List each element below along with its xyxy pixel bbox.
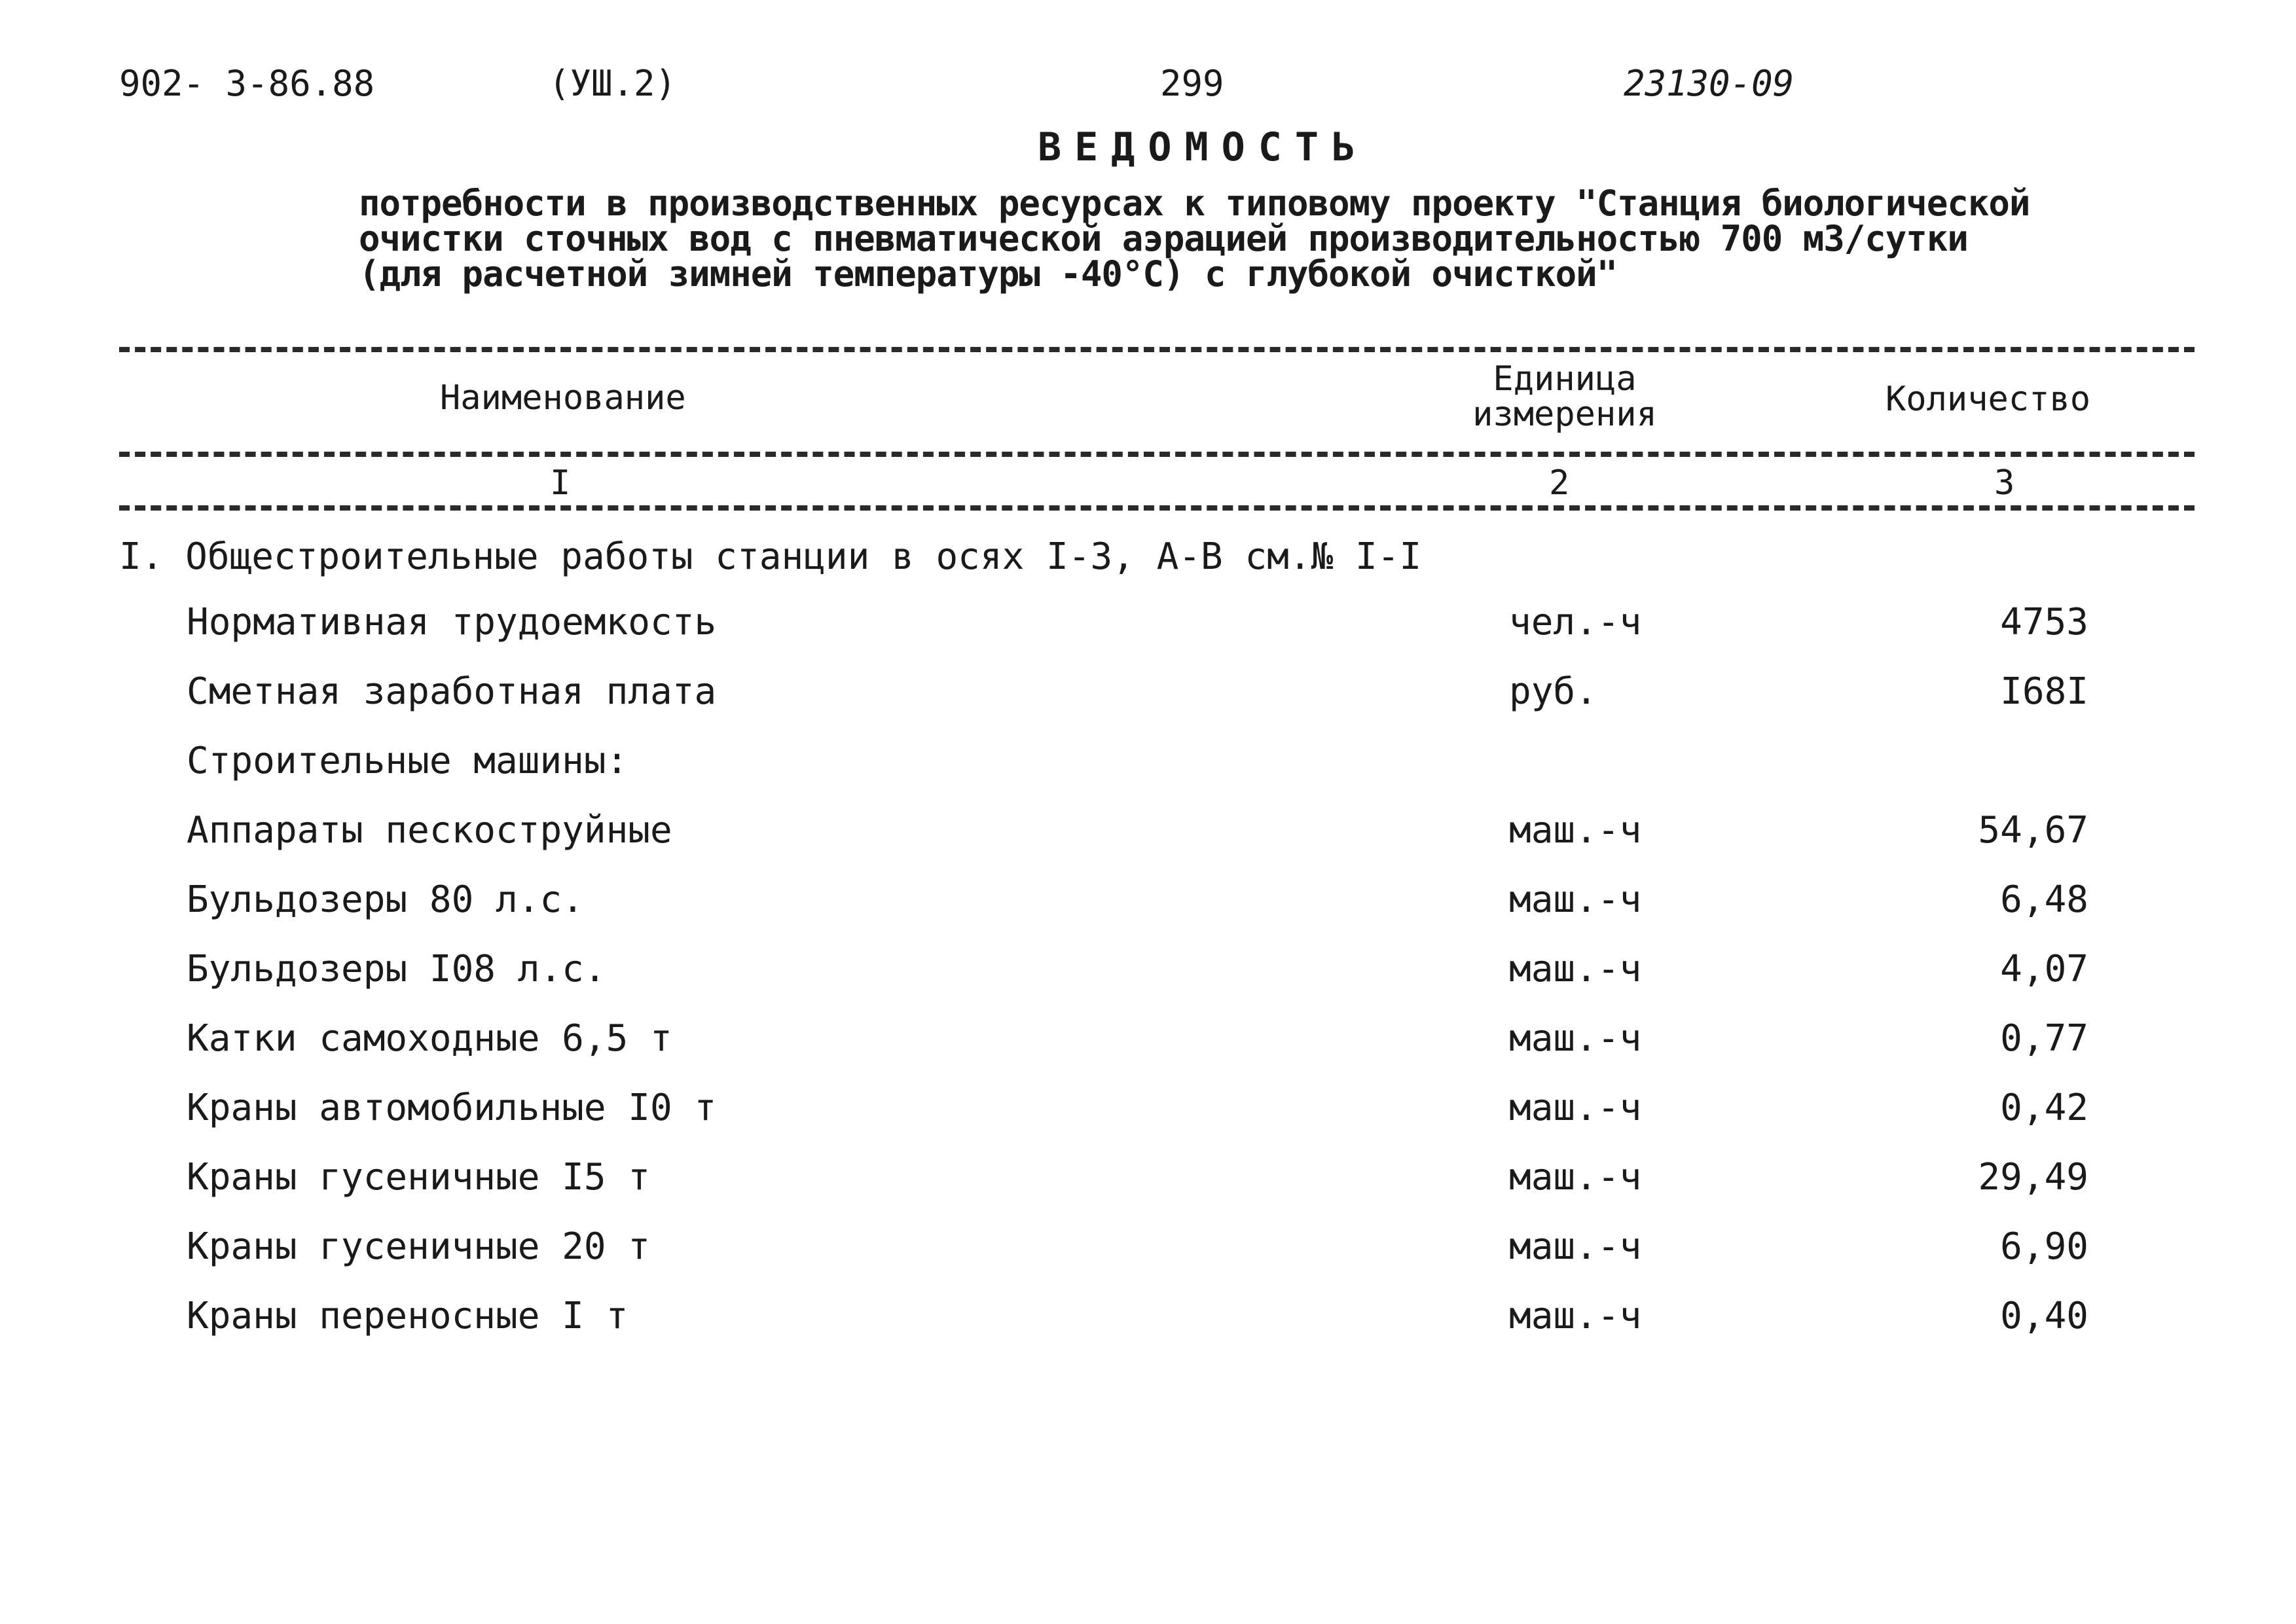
table-row — [0, 1225, 2296, 1278]
row-name: Строительные машины: — [187, 740, 629, 782]
table-row — [0, 1295, 2296, 1347]
row-quantity: 6,48 — [2000, 878, 2088, 921]
section-heading: I. Общестроительные работы станции в осях I-3, А-В см.№ I-I — [119, 535, 1422, 578]
page-subtitle: потребности в производственных ресурсах к типовому проекту "Станция биологической очистки сточных вод с пневматической аэрацией производительностью 700 м3/сутки (для расчетной зимней температуры -40°С) с глубокой очисткой" — [359, 183, 2030, 295]
row-unit: маш.-ч — [1509, 1017, 1642, 1060]
row-unit: руб. — [1509, 670, 1597, 713]
table-row — [0, 670, 2296, 723]
row-unit: маш.-ч — [1509, 1087, 1642, 1129]
table-row — [0, 601, 2296, 653]
row-name: Нормативная трудоемкость — [187, 601, 717, 643]
row-quantity: 0,77 — [2000, 1017, 2088, 1060]
row-unit: маш.-ч — [1509, 1295, 1642, 1337]
row-quantity: 4,07 — [2000, 948, 2088, 990]
table-row — [0, 1156, 2296, 1208]
row-quantity: 0,42 — [2000, 1087, 2088, 1129]
row-name: Аппараты пескоструйные — [187, 809, 672, 852]
row-unit: маш.-ч — [1509, 948, 1642, 990]
table-row — [0, 1087, 2296, 1139]
table-row — [0, 948, 2296, 1000]
row-quantity: 4753 — [2000, 601, 2088, 643]
row-unit: маш.-ч — [1509, 1225, 1642, 1268]
column-header-unit: Единица измерения — [1472, 359, 1657, 434]
row-quantity: 6,90 — [2000, 1225, 2088, 1268]
row-name: Сметная заработная плата — [187, 670, 717, 713]
row-name: Бульдозеры I08 л.с. — [187, 948, 606, 990]
row-unit: маш.-ч — [1509, 809, 1642, 852]
column-number-3: 3 — [1994, 463, 2015, 503]
row-unit: маш.-ч — [1509, 878, 1642, 921]
table-top-rule — [119, 347, 2195, 352]
row-name: Бульдозеры 80 л.с. — [187, 878, 584, 921]
column-number-2: 2 — [1549, 463, 1570, 503]
table-row — [0, 740, 2296, 792]
row-quantity: I68I — [2000, 670, 2088, 713]
document-code: 902- 3-86.88 — [119, 63, 375, 104]
row-unit: маш.-ч — [1509, 1156, 1642, 1199]
table-numbers-rule — [119, 505, 2195, 511]
row-quantity: 54,67 — [1978, 809, 2088, 852]
table-row — [0, 1017, 2296, 1070]
row-name: Краны автомобильные I0 т — [187, 1087, 717, 1129]
row-quantity: 0,40 — [2000, 1295, 2088, 1337]
row-name: Краны гусеничные I5 т — [187, 1156, 651, 1199]
page-number: 299 — [1160, 63, 1224, 104]
document-number: 23130-09 — [1624, 63, 1795, 104]
column-number-1: I — [550, 463, 571, 503]
row-unit: чел.-ч — [1509, 601, 1642, 643]
column-header-quantity: Количество — [1886, 380, 2091, 419]
table-row — [0, 809, 2296, 861]
page-title: ВЕДОМОСТЬ — [1038, 124, 1369, 170]
column-header-name: Наименование — [440, 378, 686, 418]
table-row — [0, 878, 2296, 931]
sheet-label: (УШ.2) — [549, 63, 677, 104]
table-header-rule — [119, 452, 2195, 457]
row-quantity: 29,49 — [1978, 1156, 2088, 1199]
row-name: Катки самоходные 6,5 т — [187, 1017, 672, 1060]
row-name: Краны гусеничные 20 т — [187, 1225, 651, 1268]
row-name: Краны переносные I т — [187, 1295, 629, 1337]
